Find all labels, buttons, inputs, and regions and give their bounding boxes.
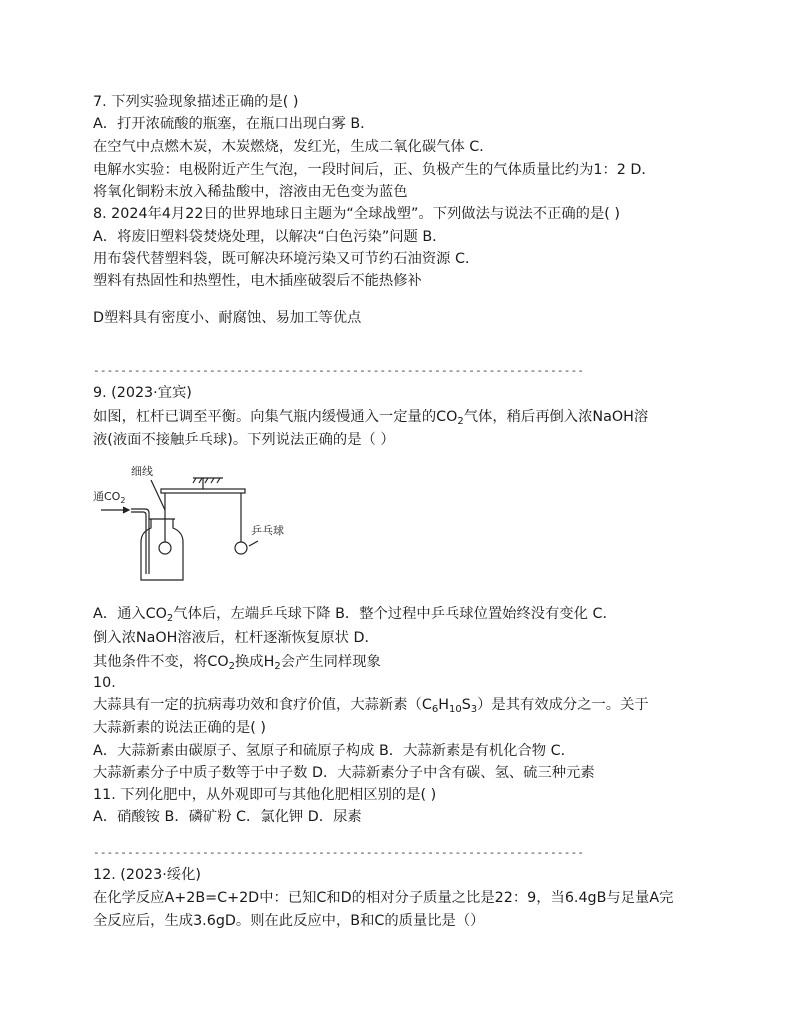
q7-line-2: 在空气中点燃木炭，木炭燃烧，发红光，生成二氧化碳气体 C． (93, 139, 494, 155)
q12-source: 12. (2023·绥化) (93, 867, 201, 883)
q10-number: 10. (93, 675, 116, 691)
q9-source: 9. (2023·宜宾) (93, 385, 192, 401)
q9-option-c: 倒入浓NaOH溶液后，杠杆逐渐恢复原状 D． (93, 630, 379, 646)
q8-line-3: 塑料有热固性和热塑性，电木插座破裂后不能热修补 (93, 273, 422, 289)
q7-line-1: A．打开浓硫酸的瓶塞，在瓶口出现白雾 B． (93, 116, 375, 132)
q9-line-1: 如图，杠杆已调至平衡。向集气瓶内缓慢通入一定量的$CO_2$气体，稍后再倒入浓NaOH溶 (93, 409, 649, 427)
q11-stem: 11. 下列化肥中，从外观即可与其他化肥相区别的是( ) (93, 787, 437, 803)
q9-option-d: 其他条件不变，将$CO_2$换成$H_2$会产生同样现象 (93, 654, 381, 672)
q10-line-1: 大蒜具有一定的抗病毒功效和食疗价值，大蒜新素$(C_6H_{10}S_3)$是其有效成分之一。关于 (93, 697, 649, 715)
q9-line-2: 液(液面不接触乒乓球)。下列说法正确的是（ ） (93, 432, 395, 448)
q8-line-4: D塑料具有密度小、耐腐蚀、易加工等优点 (93, 310, 362, 326)
lever-apparatus-figure (93, 462, 293, 594)
q7-stem: 7. 下列实验现象描述正确的是( ) (93, 94, 299, 110)
q8-stem: 8. 2024年4月22日的世界地球日主题为“全球战塑”。下列做法与说法不正确的是( ) (93, 206, 620, 222)
q10-line-3: A．大蒜新素由碳原子、氢原子和硫原子构成 B．大蒜新素是有机化合物 C． (93, 743, 575, 759)
fig-label-co2: 通$CO_2$ (93, 490, 126, 505)
q9-option-a-b: A．通入$CO_2$气体后，左端乒乓球下降 B．整个过程中乒乓球位置始终没有变化 C． (93, 606, 617, 624)
q12-line-1: 在化学反应A+2B=C+2D中：已知C和D的相对分子质量之比是22：9，当6.4gB与足量A完 (93, 890, 674, 906)
q8-line-2: 用布袋代替塑料袋，既可解决环境污染又可节约石油资源 C． (93, 251, 480, 267)
q10-line-4: 大蒜新素分子中质子数等于中子数 D．大蒜新素分子中含有碳、氢、硫三种元素 (93, 765, 595, 781)
q10-line-2: 大蒜新素的说法正确的是( ) (93, 720, 266, 736)
separator-1: ------------------------------------------------------------------------ (93, 364, 585, 377)
q12-line-2: 全反应后，生成3.6gD。则在此反应中，B和C的质量比是（） (93, 913, 485, 929)
q7-line-4: 将氧化铜粉末放入稀盐酸中，溶液由无色变为蓝色 (93, 184, 408, 200)
separator-2: ------------------------------------------------------------------------ (93, 846, 585, 859)
q11-options: A．硝酸铵 B．磷矿粉 C．氯化钾 D．尿素 (93, 809, 362, 825)
fig-label-ball: 乒乓球 (251, 524, 284, 537)
q7-line-3: 电解水实验：电极附近产生气泡，一段时间后，正、负极产生的气体质量比约为1：2 D． (93, 162, 656, 178)
q8-line-1: A．将废旧塑料袋焚烧处理，以解决“白色污染”问题 B． (93, 229, 447, 245)
fig-label-thread: 细线 (131, 465, 153, 478)
